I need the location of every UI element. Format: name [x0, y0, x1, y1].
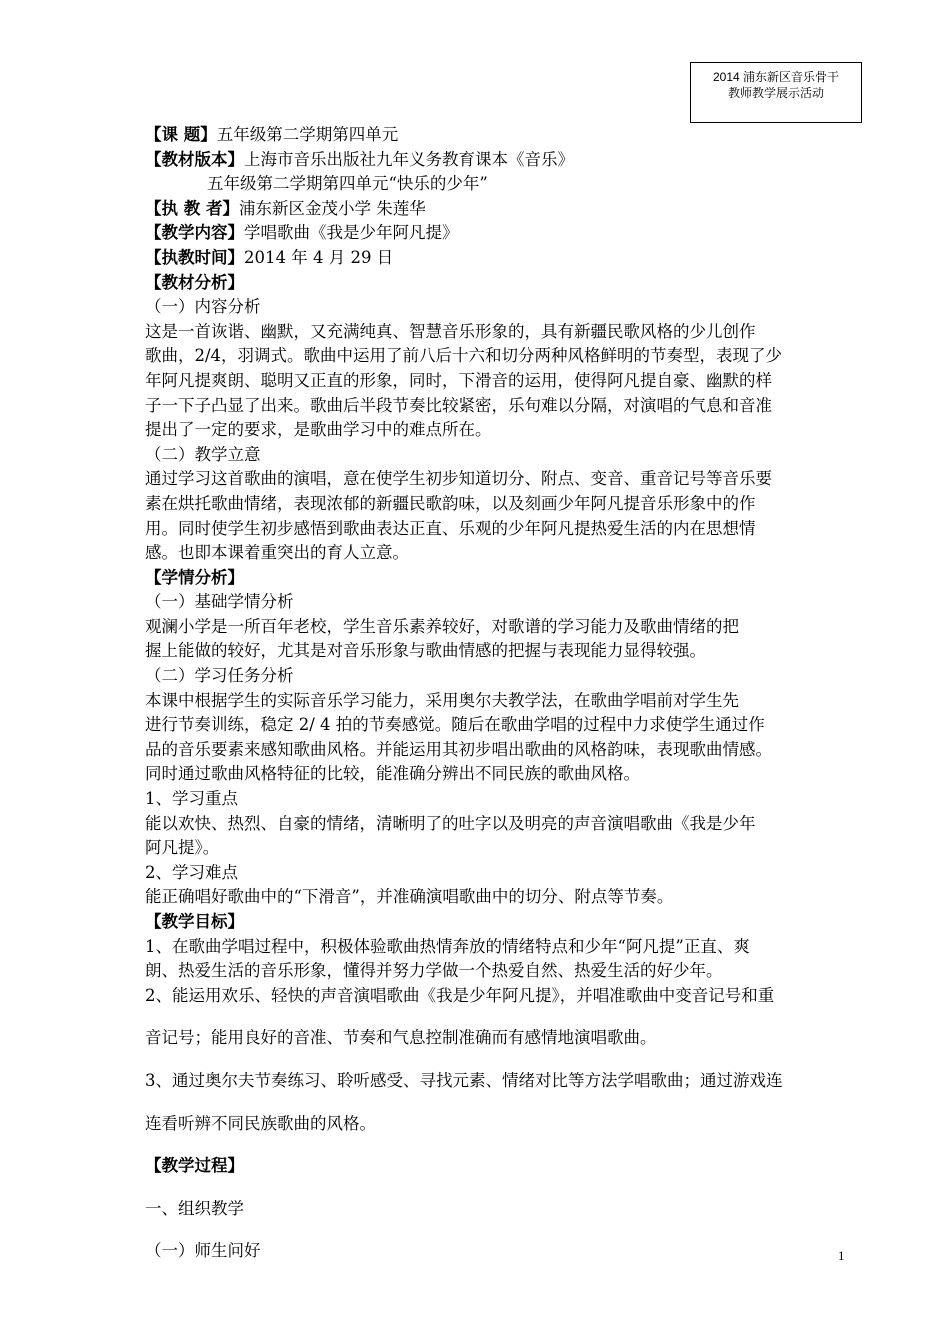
- key-point-line: 能以欢快、热烈、自豪的情绪，清晰明了的吐字以及明亮的声音演唱歌曲《我是少年: [145, 813, 756, 833]
- goals-heading: 【教学目标】: [145, 912, 244, 931]
- analysis-p1-line: 年阿凡提爽朗、聪明又正直的形象，同时，下滑音的运用，使得阿凡提自豪、幽默的样: [145, 370, 772, 390]
- process-step-1: 一、组织教学: [145, 1198, 244, 1218]
- analysis-p1-line: 子一下子凸显了出来。歌曲后半段节奏比较紧密，乐句难以分隔，对演唱的气息和音准: [145, 395, 772, 415]
- edition-value-2: 五年级第二学期第四单元“快乐的少年”: [207, 174, 488, 194]
- difficulty-heading: 2、学习难点: [145, 862, 238, 882]
- teacher-value: 浦东新区金茂小学 朱莲华: [239, 198, 426, 218]
- task-analysis-subheading: （二）学习任务分析: [145, 666, 294, 686]
- goal-3-line: 3、通过奥尔夫节奏练习、聆听感受、寻找元素、情绪对比等方法学唱歌曲；通过游戏连: [145, 1070, 783, 1090]
- topic-label: 【课 题】: [145, 125, 217, 144]
- lesson-plan-body: [145, 123, 850, 1264]
- students-p2-line: 同时通过歌曲风格特征的比较，能准确分辨出不同民族的歌曲风格。: [145, 764, 640, 784]
- goal-1-line: 朗、热爱生活的音乐形象，懂得并努力学做一个热爱自然、热爱生活的好少年。: [145, 961, 723, 981]
- edition-value: 上海市音乐出版社九年义务教育课本《音乐》: [244, 149, 574, 169]
- stamp-line-1: 2014 浦东新区音乐骨干: [712, 70, 840, 84]
- difficulty-line: 能正确唱好歌曲中的“下滑音”，并准确演唱歌曲中的切分、附点等节奏。: [145, 887, 674, 907]
- teacher-row: [145, 197, 850, 222]
- page-number: 1: [838, 1248, 845, 1263]
- analysis-p1-line: 歌曲，2/4，羽调式。歌曲中运用了前八后十六和切分两种风格鲜明的节奏型，表现了少: [145, 346, 783, 366]
- topic-row: [145, 123, 850, 148]
- students-p1-line: 观澜小学是一所百年老校，学生音乐素养较好，对歌谱的学习能力及歌曲情绪的把: [145, 616, 739, 636]
- goal-2-line: 2、能运用欢乐、轻快的声音演唱歌曲《我是少年阿凡提》，并唱准歌曲中变音记号和重: [145, 985, 775, 1005]
- content-analysis-subheading: （一）内容分析: [145, 297, 261, 317]
- teaching-intent-subheading: （二）教学立意: [145, 444, 261, 464]
- students-p2-line: 进行节奏训练，稳定 2/ 4 拍的节奏感觉。随后在歌曲学唱的过程中力求使学生通过作: [145, 715, 765, 735]
- goal-3-line: 连看听辨不同民族歌曲的风格。: [145, 1113, 376, 1133]
- process-heading: 【教学过程】: [145, 1156, 244, 1176]
- stamp-line-2: 教师教学展示活动: [727, 86, 824, 100]
- process-step-1-1: （一）师生问好: [145, 1241, 261, 1261]
- edition-label: 【教材版本】: [145, 149, 244, 169]
- basic-analysis-subheading: （一）基础学情分析: [145, 592, 294, 612]
- analysis-p1-line: 这是一首诙谐、幽默，又充满纯真、智慧音乐形象的，具有新疆民歌风格的少儿创作: [145, 321, 756, 341]
- analysis-p2-line: 感。也即本课着重突出的育人立意。: [145, 543, 409, 563]
- students-p1-line: 握上能做的较好，尤其是对音乐形象与歌曲情感的把握与表现能力显得较强。: [145, 641, 706, 661]
- analysis-p2-line: 用。同时使学生初步感悟到歌曲表达正直、乐观的少年阿凡提热爱生活的内在思想情: [145, 518, 756, 538]
- analysis-p2-line: 通过学习这首歌曲的演唱，意在使学生初步知道切分、附点、变音、重音记号等音乐要: [145, 469, 772, 489]
- students-p2-line: 品的音乐要素来感知歌曲风格。并能运用其初步唱出歌曲的风格韵味，表现歌曲情感。: [145, 739, 772, 759]
- event-stamp-box: [690, 62, 862, 123]
- analysis-p2-line: 素在烘托歌曲情绪，表现浓郁的新疆民歌韵味，以及刻画少年阿凡提音乐形象中的作: [145, 493, 756, 513]
- analysis-p1-line: 提出了一定的要求，是歌曲学习中的难点所在。: [145, 420, 492, 440]
- time-value: 2014 年 4 月 29 日: [244, 247, 394, 267]
- time-row: [145, 246, 850, 271]
- edition-row: [145, 148, 850, 173]
- analysis-heading: 【教材分析】: [145, 272, 244, 292]
- content-value: 学唱歌曲《我是少年阿凡提》: [244, 223, 459, 243]
- key-point-line: 阿凡提》。: [145, 838, 220, 858]
- time-label: 【执教时间】: [145, 247, 244, 267]
- topic-value: 五年级第二学期第四单元: [216, 125, 399, 144]
- content-row: [145, 221, 850, 246]
- student-analysis-heading: 【学情分析】: [145, 567, 244, 587]
- goal-2-line: 音记号；能用良好的音准、节奏和气息控制准确而有感情地演唱歌曲。: [145, 1028, 657, 1048]
- goal-1-line: 1、在歌曲学唱过程中，积极体验歌曲热情奔放的情绪特点和少年“阿凡提”正直、爽: [145, 936, 750, 956]
- content-label: 【教学内容】: [145, 223, 244, 243]
- key-point-heading: 1、学习重点: [145, 789, 238, 809]
- teacher-label: 【执 教 者】: [145, 198, 239, 218]
- students-p2-line: 本课中根据学生的实际音乐学习能力，采用奥尔夫教学法，在歌曲学唱前对学生先: [145, 690, 739, 710]
